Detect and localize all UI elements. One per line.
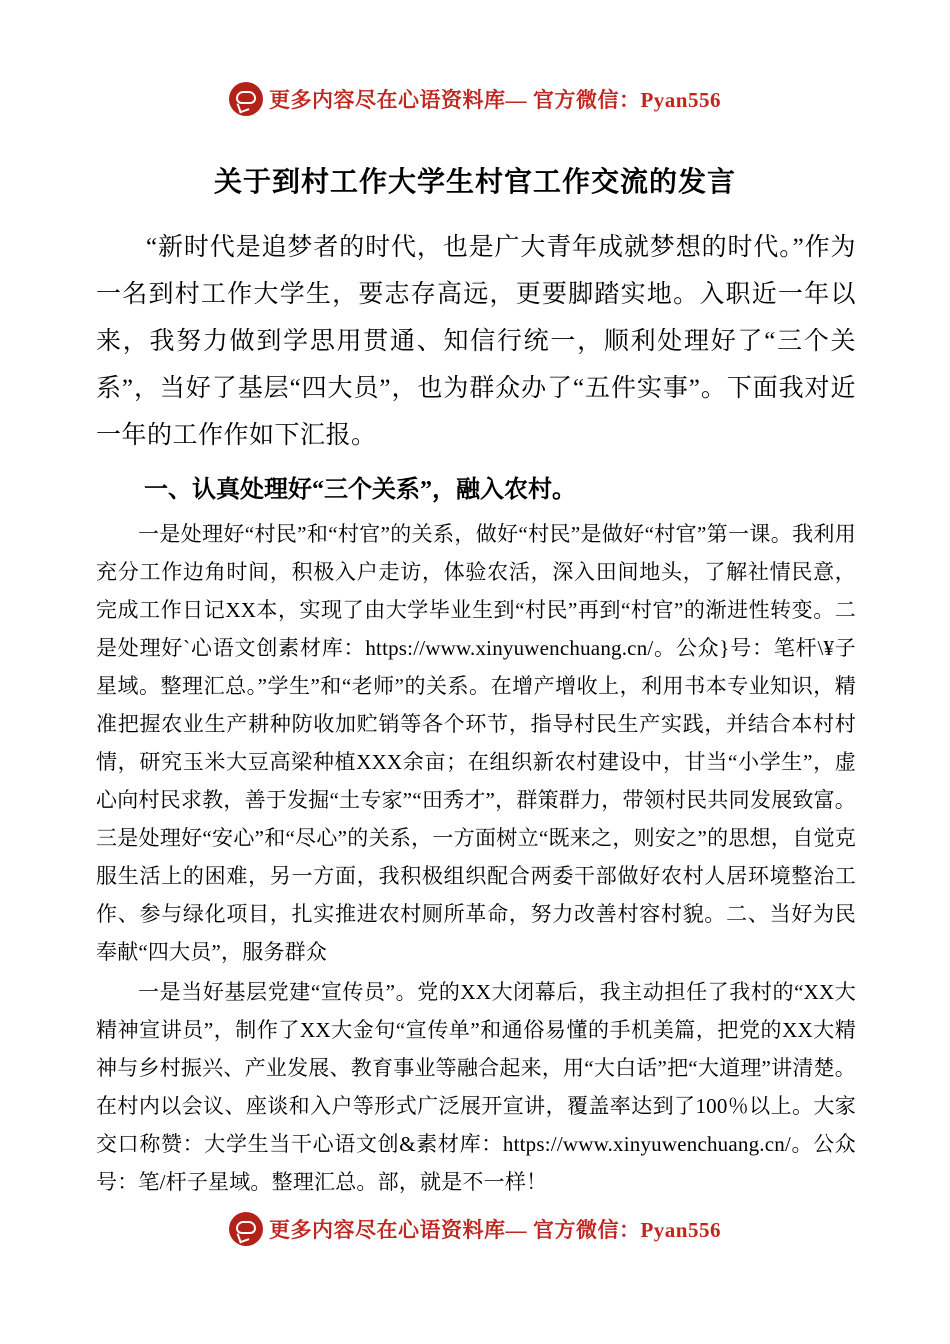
section-heading-1: 一、认真处理好“三个关系”，融入农村。 — [144, 477, 576, 503]
coffee-cup-icon — [229, 1212, 263, 1246]
watermark-banner-bottom — [0, 1212, 950, 1246]
watermark-text-right: 官方微信：Pyan556 — [532, 1218, 721, 1242]
paragraph-body-1: 一是处理好“村民”和“村官”的关系，做好“村民”是做好“村官”第一课。我利用充分工作边角时间，积极入户走访，体验农活，深入田间地头，了解社情民意，完成工作日记XX本，实现了由大学毕业生到“村民”再到“村官”的渐进性转变。二是处理好`心语文创素材库：https://www.xinyuwenchuang.cn/。公众}号：笔杆\¥子星域。整理汇总。”学生”和“老师”的关系。在增产增收上，利用书本专业知识，精准把握农业生产耕种防收加贮销等各个环节，指导村民生产实践，并结合本村村情，研究玉米大豆高梁种植XXX余亩；在组织新农村建设中，甘当“小学生”，虚心向村民求教，善于发掘“土专家”“田秀才”，群策群力，带领村民共同发展致富。三是处理好“安心”和“尽心”的关系，一方面树立“既来之，则安之”的思想，自觉克服生活上的困难，另一方面，我积极组织配合两委干部做好农村人居环境整治工作、参与绿化项目，扎实推进农村厕所革命，努力改善村容村貌。二、当好为民奉献“四大员”，服务群众 — [96, 522, 856, 964]
document-body — [96, 224, 856, 1201]
watermark-banner-top — [0, 82, 950, 116]
watermark-text-left: 更多内容尽在心语资料库— — [268, 1218, 527, 1242]
paragraph-body-2: 一是当好基层党建“宣传员”。党的XX大闭幕后，我主动担任了我村的“XX大精神宣讲员”，制作了XX大金句“宣传单”和通俗易懂的手机美篇，把党的XX大精神与乡村振兴、产业发展、教育事业等融合起来，用“大白话”把“大道理”讲清楚。在村内以会议、座谈和入户等形式广泛展开宣讲，覆盖率达到了100％以上。大家交口称赞：大学生当干心语文创&素材库：https://www.xinyuwenchuang.cn/。公众号：笔/杆子星域。整理汇总。部，就是不一样！ — [96, 980, 856, 1194]
watermark-text-left: 更多内容尽在心语资料库— — [268, 88, 527, 112]
page-title: 关于到村工作大学生村官工作交流的发言 — [213, 167, 736, 198]
coffee-cup-icon — [229, 82, 263, 116]
paragraph-lead: “新时代是追梦者的时代，也是广大青年成就梦想的时代。”作为一名到村工作大学生，要志存高远，更要脚踏实地。入职近一年以来，我努力做到学思用贯通、知信行统一，顺利处理好了“三个关系”，当好了基层“四大员”，也为群众办了“五件实事”。下面我对近一年的工作作如下汇报。 — [96, 234, 856, 449]
watermark-text-right: 官方微信：Pyan556 — [532, 88, 721, 112]
